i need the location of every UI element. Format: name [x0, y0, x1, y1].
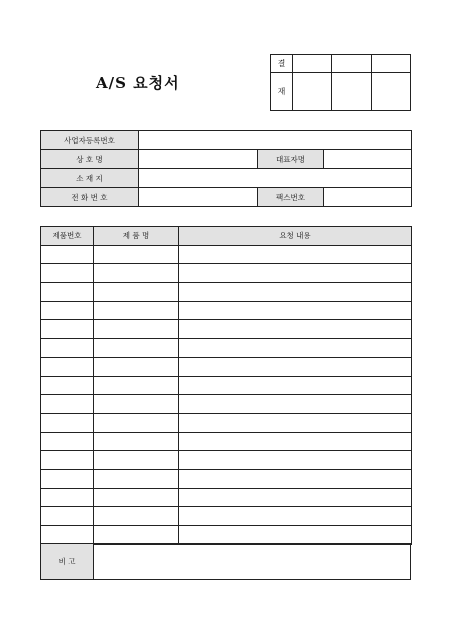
request-content-cell[interactable]	[179, 283, 412, 302]
product-name-cell[interactable]	[94, 283, 179, 302]
request-content-cell[interactable]	[179, 339, 412, 358]
business-reg-no-field[interactable]	[139, 131, 412, 150]
label-phone: 전 화 번 호	[41, 188, 139, 207]
company-name-field[interactable]	[139, 150, 258, 169]
product-no-cell[interactable]	[41, 432, 94, 451]
label-address: 소 재 지	[41, 169, 139, 188]
representative-field[interactable]	[324, 150, 412, 169]
table-row	[41, 395, 412, 414]
label-company-name: 상 호 명	[41, 150, 139, 169]
product-name-cell[interactable]	[94, 395, 179, 414]
approval-box	[270, 54, 411, 111]
table-row	[41, 245, 412, 264]
approval-sign-cell-2[interactable]	[332, 73, 371, 111]
request-content-cell[interactable]	[179, 432, 412, 451]
request-content-cell[interactable]	[179, 264, 412, 283]
table-row	[41, 283, 412, 302]
approval-sign-cell-1[interactable]	[293, 73, 332, 111]
remarks-field[interactable]	[94, 544, 411, 580]
table-row	[41, 526, 412, 545]
table-row	[41, 357, 412, 376]
table-row	[41, 432, 412, 451]
product-no-cell[interactable]	[41, 357, 94, 376]
product-no-cell[interactable]	[41, 339, 94, 358]
product-no-cell[interactable]	[41, 301, 94, 320]
product-no-cell[interactable]	[41, 283, 94, 302]
product-no-cell[interactable]	[41, 264, 94, 283]
approval-header-cell-1[interactable]	[293, 55, 332, 73]
product-name-cell[interactable]	[94, 301, 179, 320]
table-row	[41, 339, 412, 358]
table-row	[41, 376, 412, 395]
table-row	[41, 413, 412, 432]
request-content-cell[interactable]	[179, 357, 412, 376]
product-no-cell[interactable]	[41, 488, 94, 507]
table-row	[41, 301, 412, 320]
request-content-cell[interactable]	[179, 245, 412, 264]
product-no-cell[interactable]	[41, 507, 94, 526]
label-fax: 팩스번호	[258, 188, 324, 207]
request-content-cell[interactable]	[179, 451, 412, 470]
product-name-cell[interactable]	[94, 526, 179, 545]
request-content-cell[interactable]	[179, 526, 412, 545]
product-name-cell[interactable]	[94, 507, 179, 526]
product-no-cell[interactable]	[41, 395, 94, 414]
product-no-cell[interactable]	[41, 413, 94, 432]
product-name-cell[interactable]	[94, 376, 179, 395]
document-title: A/S 요청서	[96, 74, 180, 92]
approval-label-top: 결	[271, 55, 293, 73]
request-content-cell[interactable]	[179, 376, 412, 395]
product-name-cell[interactable]	[94, 264, 179, 283]
table-row	[41, 488, 412, 507]
request-content-cell[interactable]	[179, 320, 412, 339]
product-name-cell[interactable]	[94, 339, 179, 358]
request-content-cell[interactable]	[179, 395, 412, 414]
approval-label-bottom: 재	[271, 73, 293, 111]
request-content-cell[interactable]	[179, 488, 412, 507]
phone-field[interactable]	[139, 188, 258, 207]
product-name-cell[interactable]	[94, 357, 179, 376]
product-table	[40, 226, 412, 545]
request-content-cell[interactable]	[179, 301, 412, 320]
product-name-cell[interactable]	[94, 413, 179, 432]
product-name-cell[interactable]	[94, 469, 179, 488]
approval-header-cell-3[interactable]	[371, 55, 410, 73]
header-product-name: 제 품 명	[94, 227, 179, 246]
product-name-cell[interactable]	[94, 320, 179, 339]
request-content-cell[interactable]	[179, 507, 412, 526]
fax-field[interactable]	[324, 188, 412, 207]
table-row	[41, 264, 412, 283]
header-product-no: 제품번호	[41, 227, 94, 246]
product-name-cell[interactable]	[94, 245, 179, 264]
product-no-cell[interactable]	[41, 526, 94, 545]
request-content-cell[interactable]	[179, 469, 412, 488]
approval-header-cell-2[interactable]	[332, 55, 371, 73]
product-no-cell[interactable]	[41, 245, 94, 264]
request-content-cell[interactable]	[179, 413, 412, 432]
label-remarks: 비 고	[41, 544, 94, 580]
company-info-table	[40, 130, 412, 207]
label-business-reg-no: 사업자등록번호	[41, 131, 139, 150]
product-no-cell[interactable]	[41, 469, 94, 488]
product-name-cell[interactable]	[94, 488, 179, 507]
label-representative: 대표자명	[258, 150, 324, 169]
table-row	[41, 469, 412, 488]
header-request-content: 요청 내용	[179, 227, 412, 246]
product-name-cell[interactable]	[94, 432, 179, 451]
table-row	[41, 451, 412, 470]
remarks-table	[40, 543, 411, 580]
approval-sign-cell-3[interactable]	[371, 73, 410, 111]
product-name-cell[interactable]	[94, 451, 179, 470]
table-row	[41, 320, 412, 339]
product-no-cell[interactable]	[41, 320, 94, 339]
address-field[interactable]	[139, 169, 412, 188]
product-no-cell[interactable]	[41, 451, 94, 470]
table-row	[41, 507, 412, 526]
product-no-cell[interactable]	[41, 376, 94, 395]
